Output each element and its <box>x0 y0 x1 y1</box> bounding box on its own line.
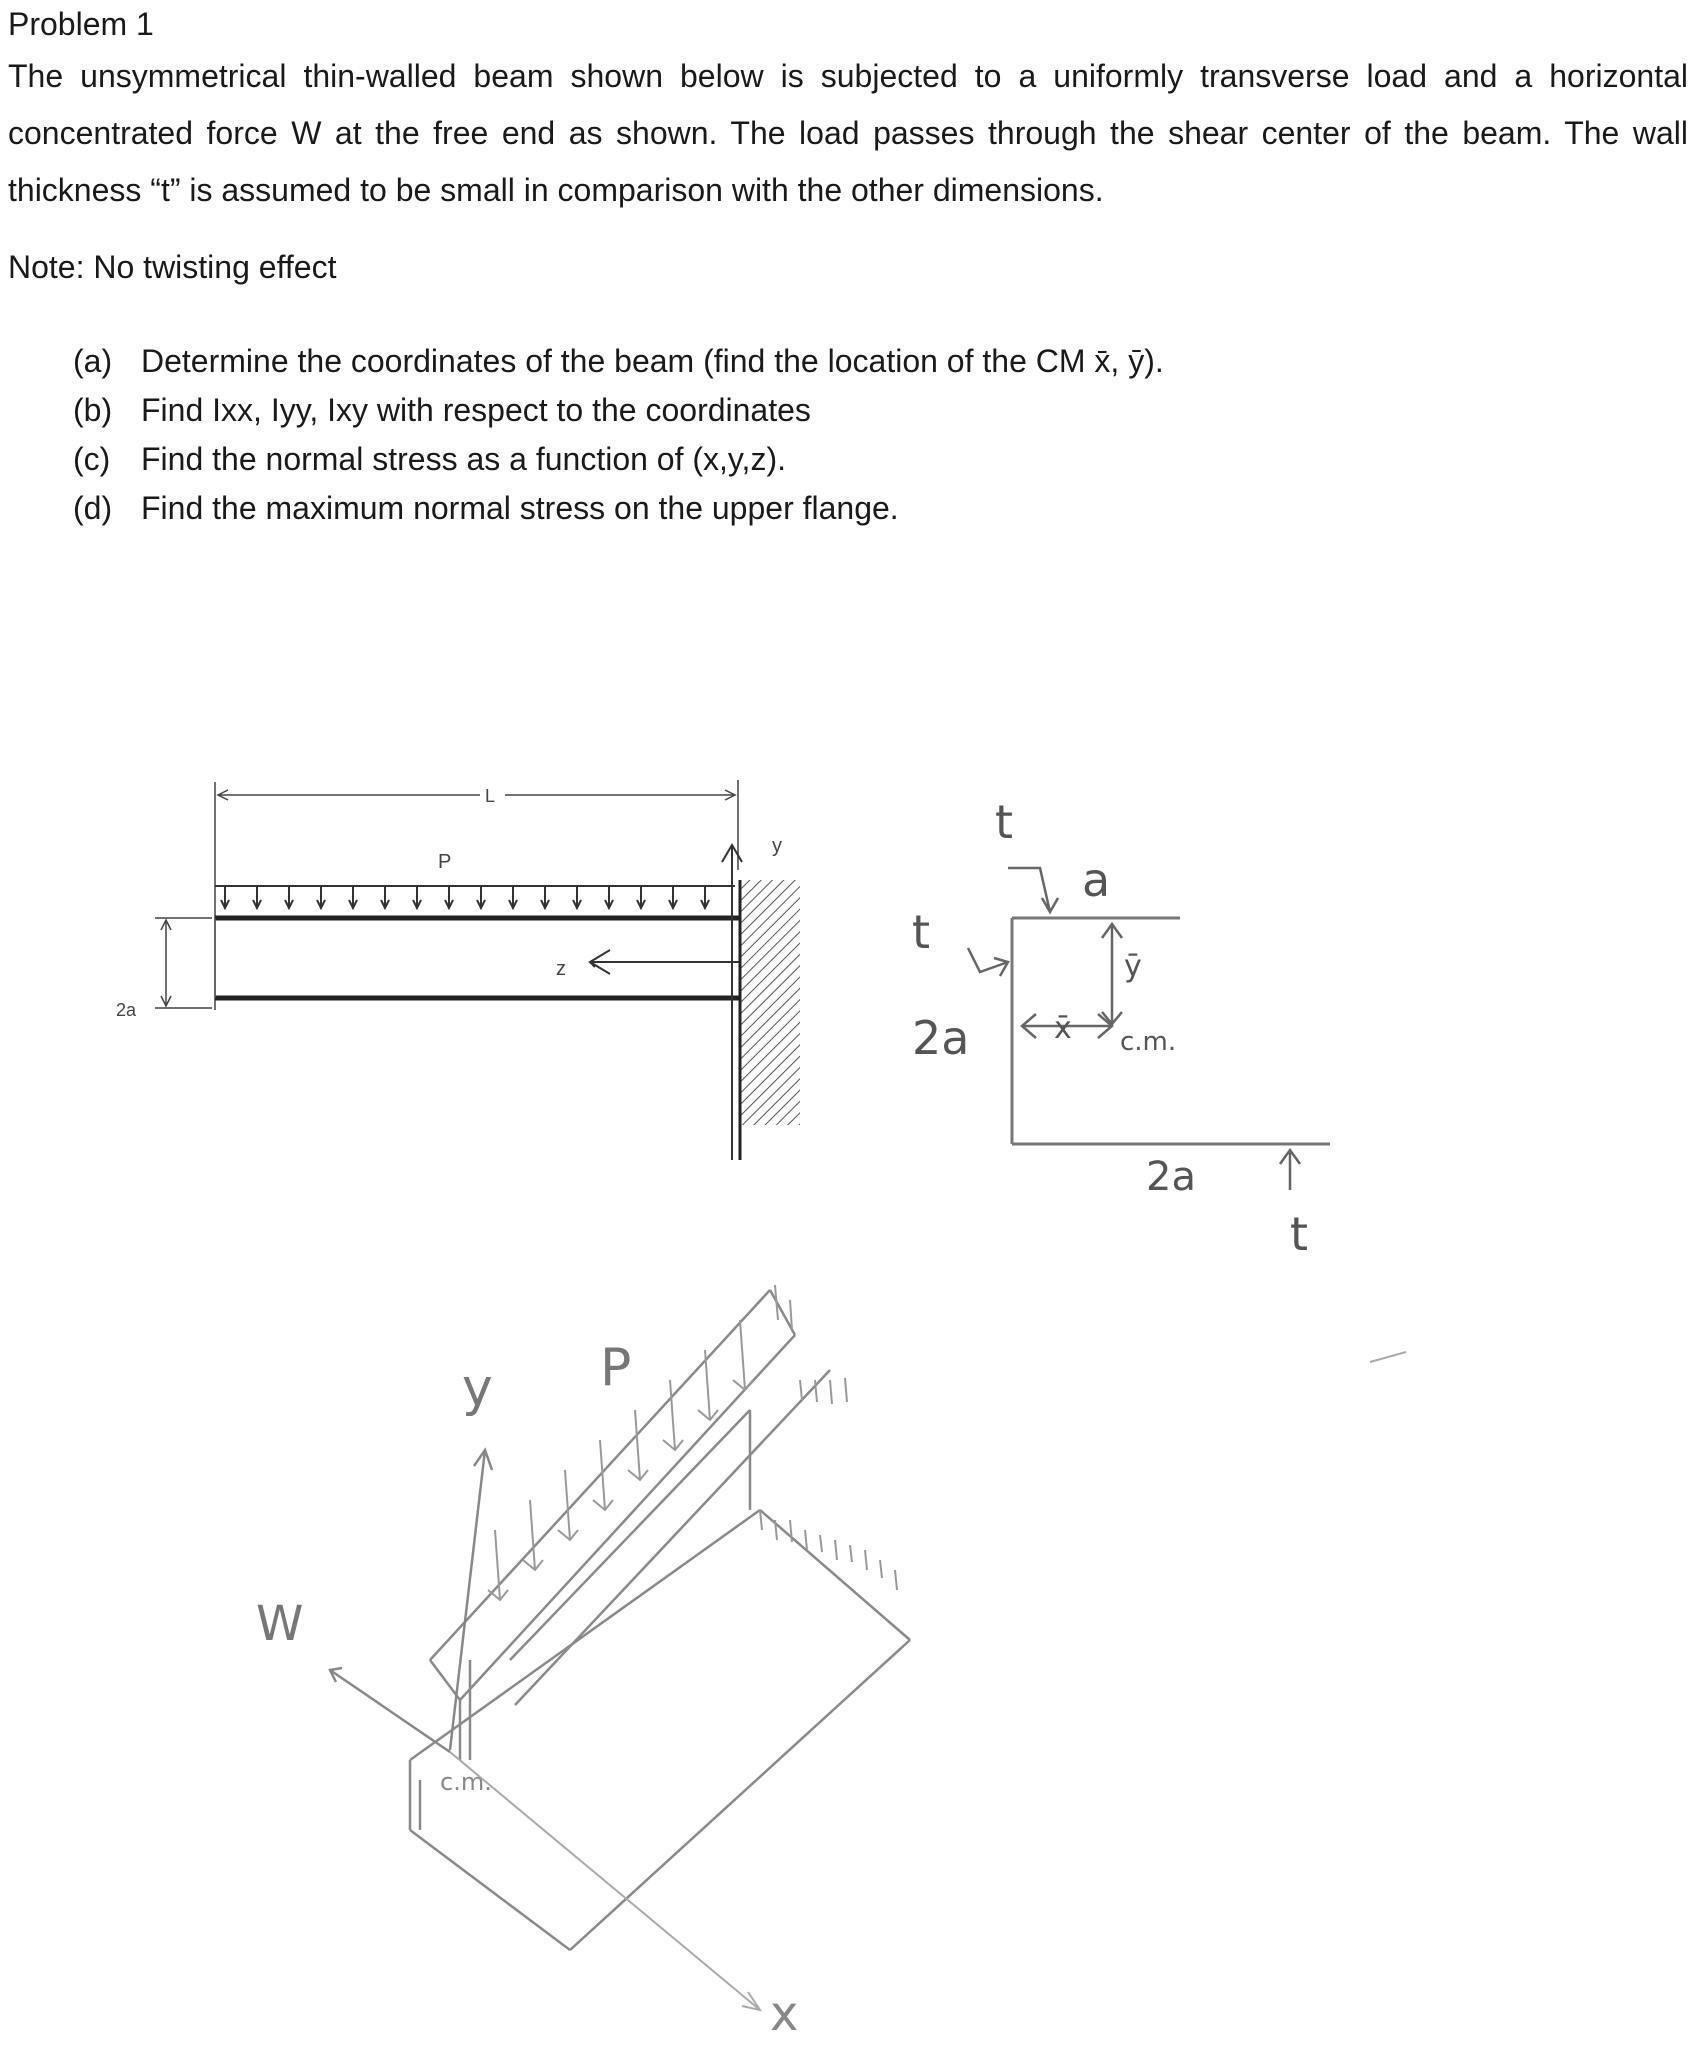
iso-x-axis-line <box>450 1752 760 2010</box>
depth-label: 2a <box>116 1000 137 1020</box>
iso-wall-hatch <box>760 1285 897 1590</box>
isometric-sketch <box>256 1285 910 2042</box>
beam-body <box>215 918 740 998</box>
load-label: P <box>438 851 452 873</box>
task-text: Find Ixx, Iyy, Ixy with respect to the coordinates <box>141 392 811 428</box>
problem-title: Problem 1 <box>8 6 154 42</box>
task-tag: (c) <box>73 441 111 477</box>
task-text: Find the normal stress as a function of (x,y,z). <box>141 441 786 477</box>
section-ybar-dimension <box>1102 924 1122 1024</box>
cross-section-sketch <box>912 795 1406 1362</box>
iso-w-label: W <box>256 1596 304 1652</box>
fixed-wall-hatch <box>740 880 800 1125</box>
task-tag: (a) <box>73 343 113 379</box>
section-2a-flange: 2a <box>1146 1154 1196 1200</box>
problem-note: Note: No twisting effect <box>8 249 337 285</box>
section-t-bottom-arrow <box>1280 1150 1300 1190</box>
iso-p-label: P <box>600 1338 632 1398</box>
section-ybar: ȳ <box>1124 949 1142 984</box>
task-text: Find the maximum normal stress on the upper flange. <box>141 490 899 526</box>
length-label: L <box>485 786 496 806</box>
task-tag: (d) <box>73 490 113 526</box>
cantilever-side-view <box>116 780 800 1160</box>
z-axis-label: z <box>556 958 566 980</box>
task-text: Determine the coordinates of the beam (find the location of the CM x̄, ȳ). <box>141 343 1164 379</box>
section-t-top-arrow <box>1008 868 1058 912</box>
iso-x-label: x <box>770 1986 799 2042</box>
depth-dimension <box>155 918 212 1008</box>
section-a-label: a <box>1082 853 1111 907</box>
section-t-web-arrow <box>968 948 1008 976</box>
task-tag: (b) <box>73 392 113 428</box>
section-xbar: x̄ <box>1054 1011 1072 1046</box>
iso-y-label: y <box>462 1358 493 1418</box>
iso-w-force-arrow <box>330 1668 450 1752</box>
problem-intro: The unsymmetrical thin-walled beam shown below is subjected to a uniformly transverse load and a horizontal concentrated force W at the free end as shown. The load passes through the shear center of the beam. The wall thickness “t” is assumed to be small in comparison with the other dimensions. <box>8 58 1688 208</box>
section-t-top: t <box>995 795 1014 849</box>
stray-mark <box>1370 1352 1406 1362</box>
iso-cm-label: c.m. <box>440 1768 492 1796</box>
section-2a-web: 2a <box>912 1011 970 1065</box>
section-cm-label: c.m. <box>1120 1027 1177 1057</box>
section-t-bottom: t <box>1290 1207 1309 1261</box>
z-axis-arrow <box>590 950 740 974</box>
distributed-load-arrows <box>215 886 735 908</box>
section-t-web: t <box>912 905 931 959</box>
y-axis-label: y <box>772 835 782 857</box>
length-dimension <box>215 780 738 1010</box>
